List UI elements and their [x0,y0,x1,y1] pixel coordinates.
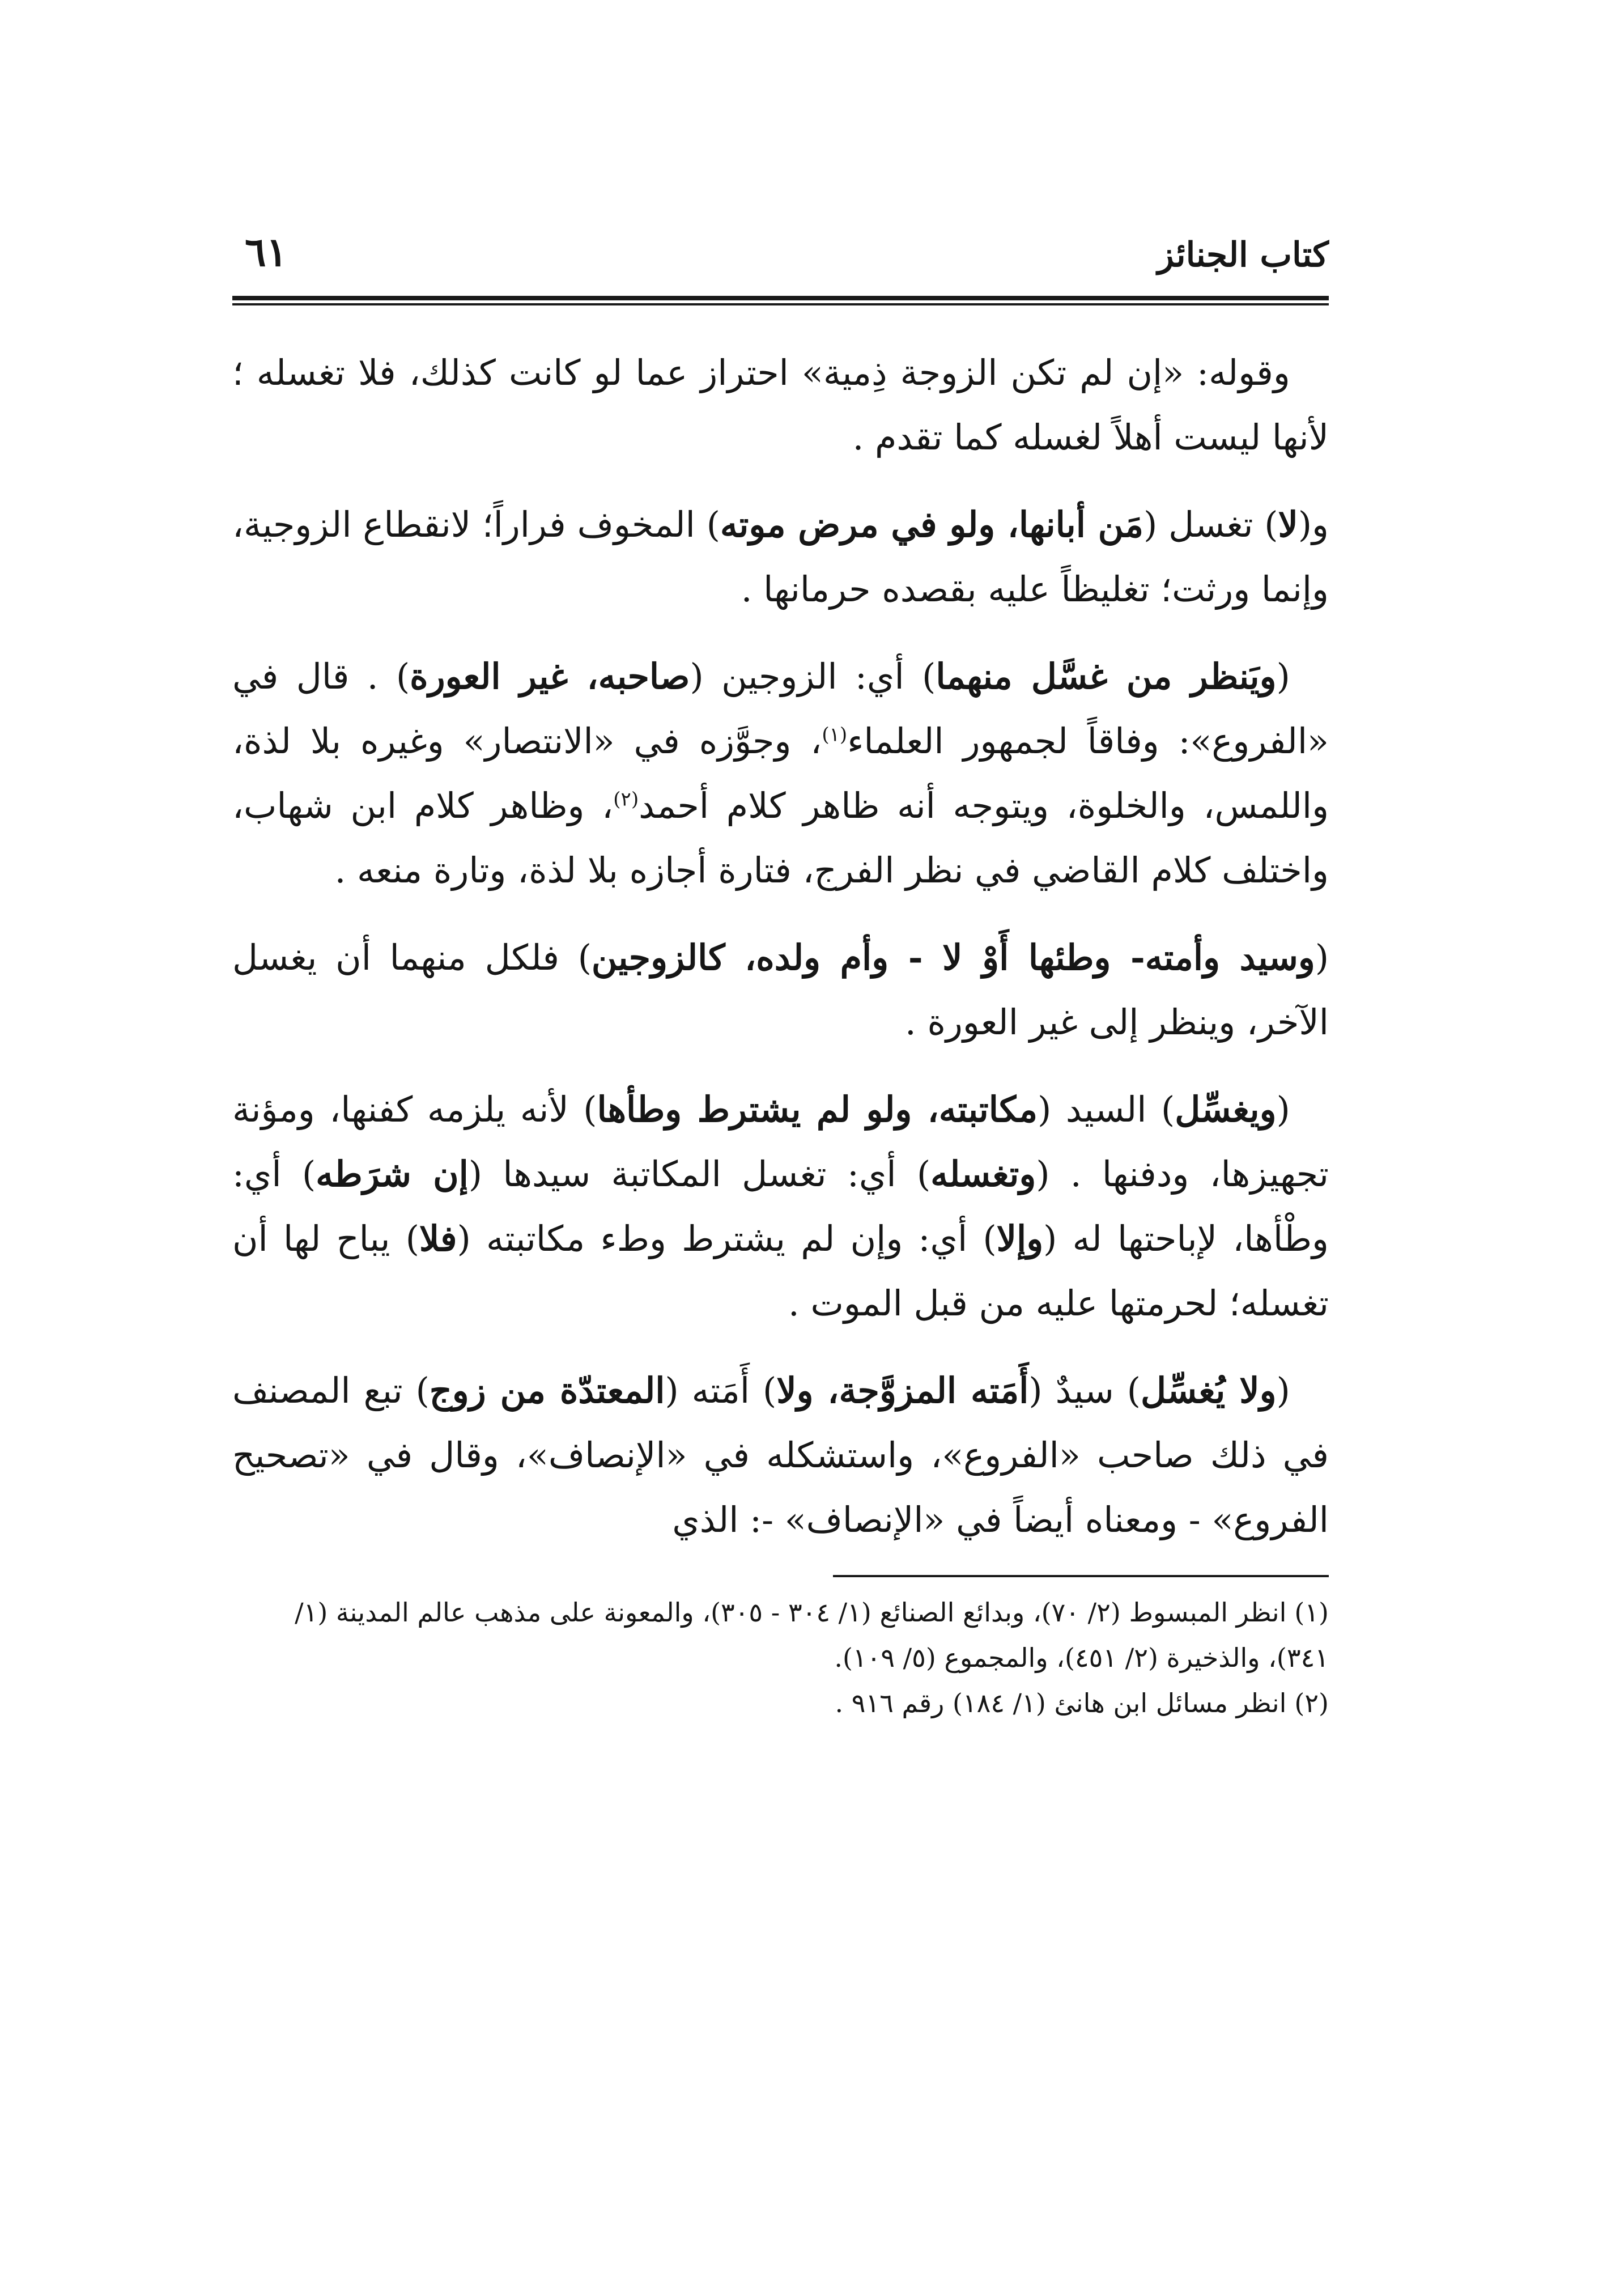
paragraph-3-part: ( [1276,656,1290,697]
paragraph-5-part: ) أي: وطْأها، لإباحتها له ( [232,1153,1329,1259]
paragraph-3-part: ) . قال في «الفروع»: وفاقاً لجمهور العلماء [232,656,1329,762]
footnote-text: انظر مسائل ابن هانئ (١/ ١٨٤) رقم ٩١٦ . [835,1688,1287,1718]
page-number: ٦١ [245,228,288,275]
matn-bold: مكاتبته، ولو لم يشترط وطأها [597,1089,1038,1130]
paragraph-4-part: ) فلكل منهما أن يغسل الآخر، وينظر إلى غير العورة . [232,937,1329,1043]
paragraph-5 [232,1077,1329,1336]
paragraph-5-part: ) أي: تغسل المكاتبة سيدها ( [468,1153,931,1195]
footnote-marker-2: (٢) [613,788,639,811]
paragraph-3 [232,644,1329,903]
paragraph-2 [232,492,1329,622]
footnote-separator [833,1575,1329,1577]
paragraph-5-part: ) يباح لها أن تغسله؛ لحرمتها عليه من قبل الموت . [232,1218,1329,1324]
paragraph-3-part: ، وجوَّزه في «الانتصار» وغيره بلا لذة، واللمس، والخلوة، ويتوجه أنه ظاهر كلام أحمد [232,720,1329,826]
footnote-1 [232,1590,1329,1680]
paragraph-2-part: و( [1298,504,1329,545]
paragraph-6-part: ) تبع المصنف في ذلك صاحب «الفروع»، واستشكله في «الإنصاف»، وقال في «تصحيح الفروع» - ومعناه أيضاً في «الإنصاف» -: الذي [232,1370,1329,1540]
matn-bold: فلا [419,1218,457,1259]
matn-bold: وإلا [996,1218,1044,1259]
paragraph-3-part: ) أي: الزوجين ( [690,656,936,697]
paragraph-1-text: وقوله: «إن لم تكن الزوجة ذِمية» احتراز عما لو كانت كذلك، فلا تغسله ؛ لأنها ليست أهلاً لغسله كما تقدم . [232,352,1329,458]
matn-bold: صاحبه، غير العورة [410,656,690,697]
paragraph-6-part: ) أَمَته ( [665,1370,777,1411]
paragraph-6 [232,1358,1329,1552]
matn-bold: إن شرَطه [316,1153,469,1195]
matn-bold: وتغسله [930,1153,1036,1195]
paragraph-5-part: ( [1276,1089,1290,1130]
header-rule-thin [232,303,1329,305]
paragraph-5-part: ) لأنه يلزمه كفنها، ومؤنة تجهيزها، ودفنها . ( [232,1089,1329,1195]
paragraph-4-part: ( [1315,937,1329,978]
paragraph-2-part: ) المخوف فراراً؛ لانقطاع الزوجية، وإنما ورثت؛ تغليظاً عليه بقصده حرمانها . [232,504,1329,610]
matn-bold: مَن أبانها، ولو في مرض موته [720,504,1144,545]
page-header [232,227,1329,289]
footnote-number: (٢) [1294,1688,1329,1718]
book-page [232,227,1329,1726]
paragraph-6-part: ) سيدٌ ( [1028,1370,1141,1411]
matn-bold: ولا يُغسِّل [1140,1370,1277,1411]
paragraph-4 [232,925,1329,1055]
paragraph-5-part: ) أي: وإن لم يشترط وطء مكاتبته ( [457,1218,997,1259]
footnotes [232,1590,1329,1726]
matn-bold: المعتدّة من زوج [429,1370,665,1411]
paragraph-1 [232,341,1329,470]
paragraph-5-part: ) السيد ( [1038,1089,1175,1130]
paragraph-3-part: ، وظاهر كلام ابن شهاب، واختلف كلام القاضي في نظر الفرج، فتارة أجازه بلا لذة، وتارة منعه . [232,785,1329,891]
main-text [232,341,1329,1552]
running-title: كتاب الجنائز [1157,235,1329,275]
matn-bold: ويَنظر من غسَّل منهما [936,656,1277,697]
paragraph-2-part: ) تغسل ( [1143,504,1278,545]
matn-bold: لا [1278,504,1298,545]
matn-bold: أَمَته المزوَّجة، ولا [776,1370,1029,1411]
footnote-marker-1: (١) [822,723,848,746]
footnote-2 [232,1680,1329,1726]
matn-bold: ويغسِّل [1175,1089,1277,1130]
paragraph-6-part: ( [1276,1370,1290,1411]
matn-bold: وسيد وأمته- وطئها أَوْ لا - وأم ولده، كالزوجين [591,937,1315,978]
footnote-text: انظر المبسوط (٢/ ٧٠)، وبدائع الصنائع (١/ ٣٠٤ - ٣٠٥)، والمعونة على مذهب عالم المدينة (١/ ٣٤١)، والذخيرة (٢/ ٤٥١)، والمجموع (٥/ ١٠٩). [295,1597,1329,1673]
footnote-number: (١) [1294,1597,1329,1628]
header-rule-thick [232,296,1329,300]
